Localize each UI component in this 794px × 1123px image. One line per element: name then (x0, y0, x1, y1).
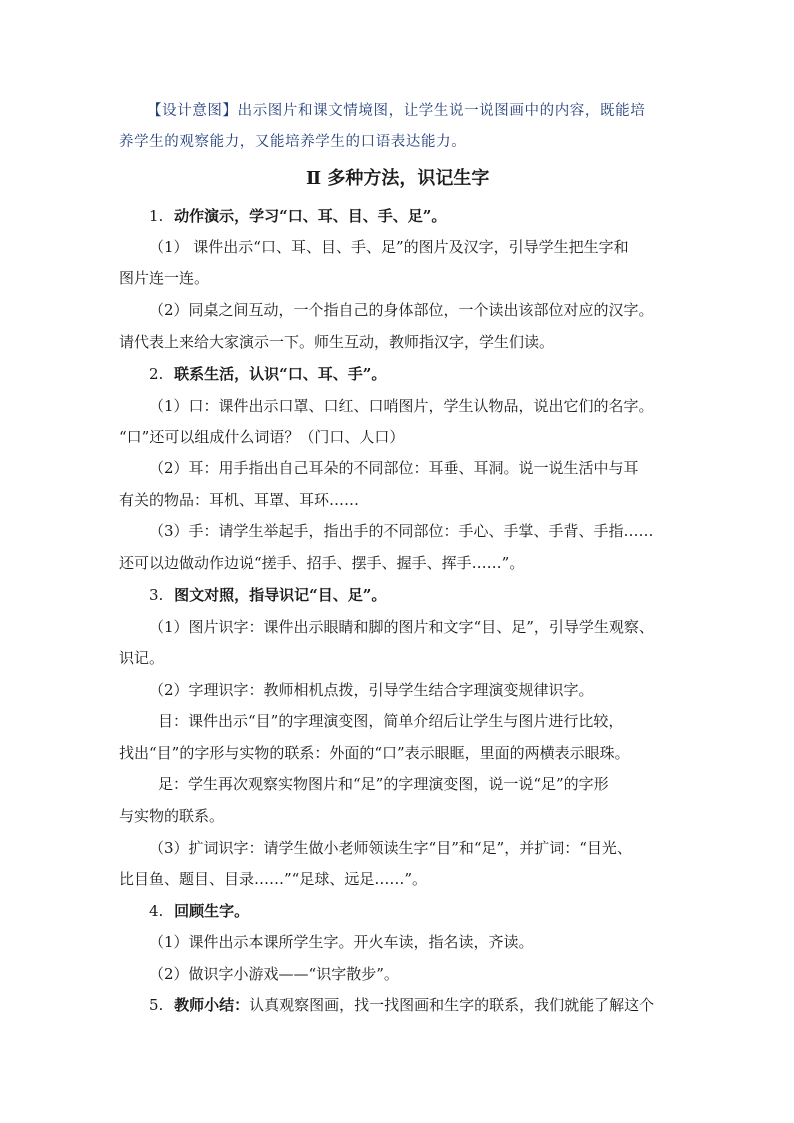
paragraph-line: 目：课件出示“目”的字理演变图，简单介绍后让学生与图片进行比较， (158, 712, 624, 730)
item-number: 1. (149, 207, 164, 225)
paragraph-line: （3）手：请学生举起手，指出手的不同部位：手心、手掌、手背、手指…… (149, 522, 654, 540)
item-title: 联系生活，认识“口、耳、手”。 (174, 365, 387, 383)
item-number: 4. (149, 902, 164, 920)
paragraph-line: 找出“目”的字形与实物的联系：外面的“口”表示眼眶，里面的两横表示眼珠。 (119, 744, 630, 762)
paragraph-line: 请代表上来给大家演示一下。师生互动，教师指汉字，学生们读。 (119, 333, 555, 351)
item-3-heading (149, 585, 386, 605)
paragraph-line: 与实物的联系。 (119, 807, 225, 825)
paragraph-line: 识记。 (119, 649, 165, 667)
section-title: Ⅱ 多种方法，识记生字 (306, 168, 490, 189)
design-intent-line-2: 养学生的观察能力，又能培养学生的口语表达能力。 (119, 134, 467, 150)
paragraph-line: 有关的物品：耳机、耳罩、耳环…… (119, 491, 360, 509)
item-title: 回顾生字。 (174, 902, 250, 920)
item-2-heading (149, 364, 386, 384)
paragraph-line: （1）图片识字：课件出示眼睛和脚的图片和文字“目、足”，引导学生观察、 (149, 618, 654, 636)
item-1-heading (149, 206, 446, 226)
paragraph-line: （1）课件出示本课所学生字。开火车读，指名读，齐读。 (149, 933, 534, 951)
item-number: 5. (149, 996, 164, 1014)
item-title: 图文对照，指导识记“目、足”。 (174, 586, 387, 604)
design-intent-line-1: 【设计意图】出示图片和课文情境图，让学生说一说图画中的内容，既能培 (147, 103, 646, 119)
paragraph-line: 图片连一连。 (119, 269, 210, 287)
item-number: 3. (149, 586, 164, 604)
paragraph-line: 还可以边做动作边说“搓手、招手、摆手、握手、挥手……”。 (119, 554, 525, 572)
item-5-heading (149, 995, 654, 1015)
paragraph-line: 足：学生再次观察实物图片和“足”的字理演变图，说一说“足”的字形 (158, 775, 609, 793)
paragraph-line: （3）扩词识字：请学生做小老师领读生字“目”和“足”，并扩词：“目光、 (149, 839, 632, 857)
paragraph-line: （2）字理识字：教师相机点拨，引导学生结合字理演变规律识字。 (149, 681, 594, 699)
paragraph-line: （2）同桌之间互动，一个指自己的身体部位，一个读出该部位对应的汉字。 (149, 301, 654, 319)
paragraph-line: （1）口：课件出示口罩、口红、口哨图片，学生认物品，说出它们的名字。 (149, 397, 654, 415)
paragraph-line: “口”还可以组成什么词语？（门口、人口） (119, 428, 405, 446)
paragraph-line: （1） 课件出示“口、耳、目、手、足”的图片及汉字，引导学生把生字和 (149, 238, 629, 256)
paragraph-line: 比目鱼、题目、目录……”“足球、远足……”。 (119, 870, 428, 888)
item-number: 2. (149, 365, 164, 383)
paragraph-line: （2）做识字小游戏——“识字散步”。 (149, 965, 399, 983)
item-4-heading (149, 901, 249, 921)
item-text: 认真观察图画，找一找图画和生字的联系，我们就能了解这个 (249, 996, 655, 1014)
item-title: 教师小结： (174, 996, 250, 1014)
paragraph-line: （2）耳：用手指出自己耳朵的不同部位：耳垂、耳洞。说一说生活中与耳 (149, 459, 639, 477)
item-title: 动作演示，学习“口、耳、目、手、足”。 (174, 207, 447, 225)
